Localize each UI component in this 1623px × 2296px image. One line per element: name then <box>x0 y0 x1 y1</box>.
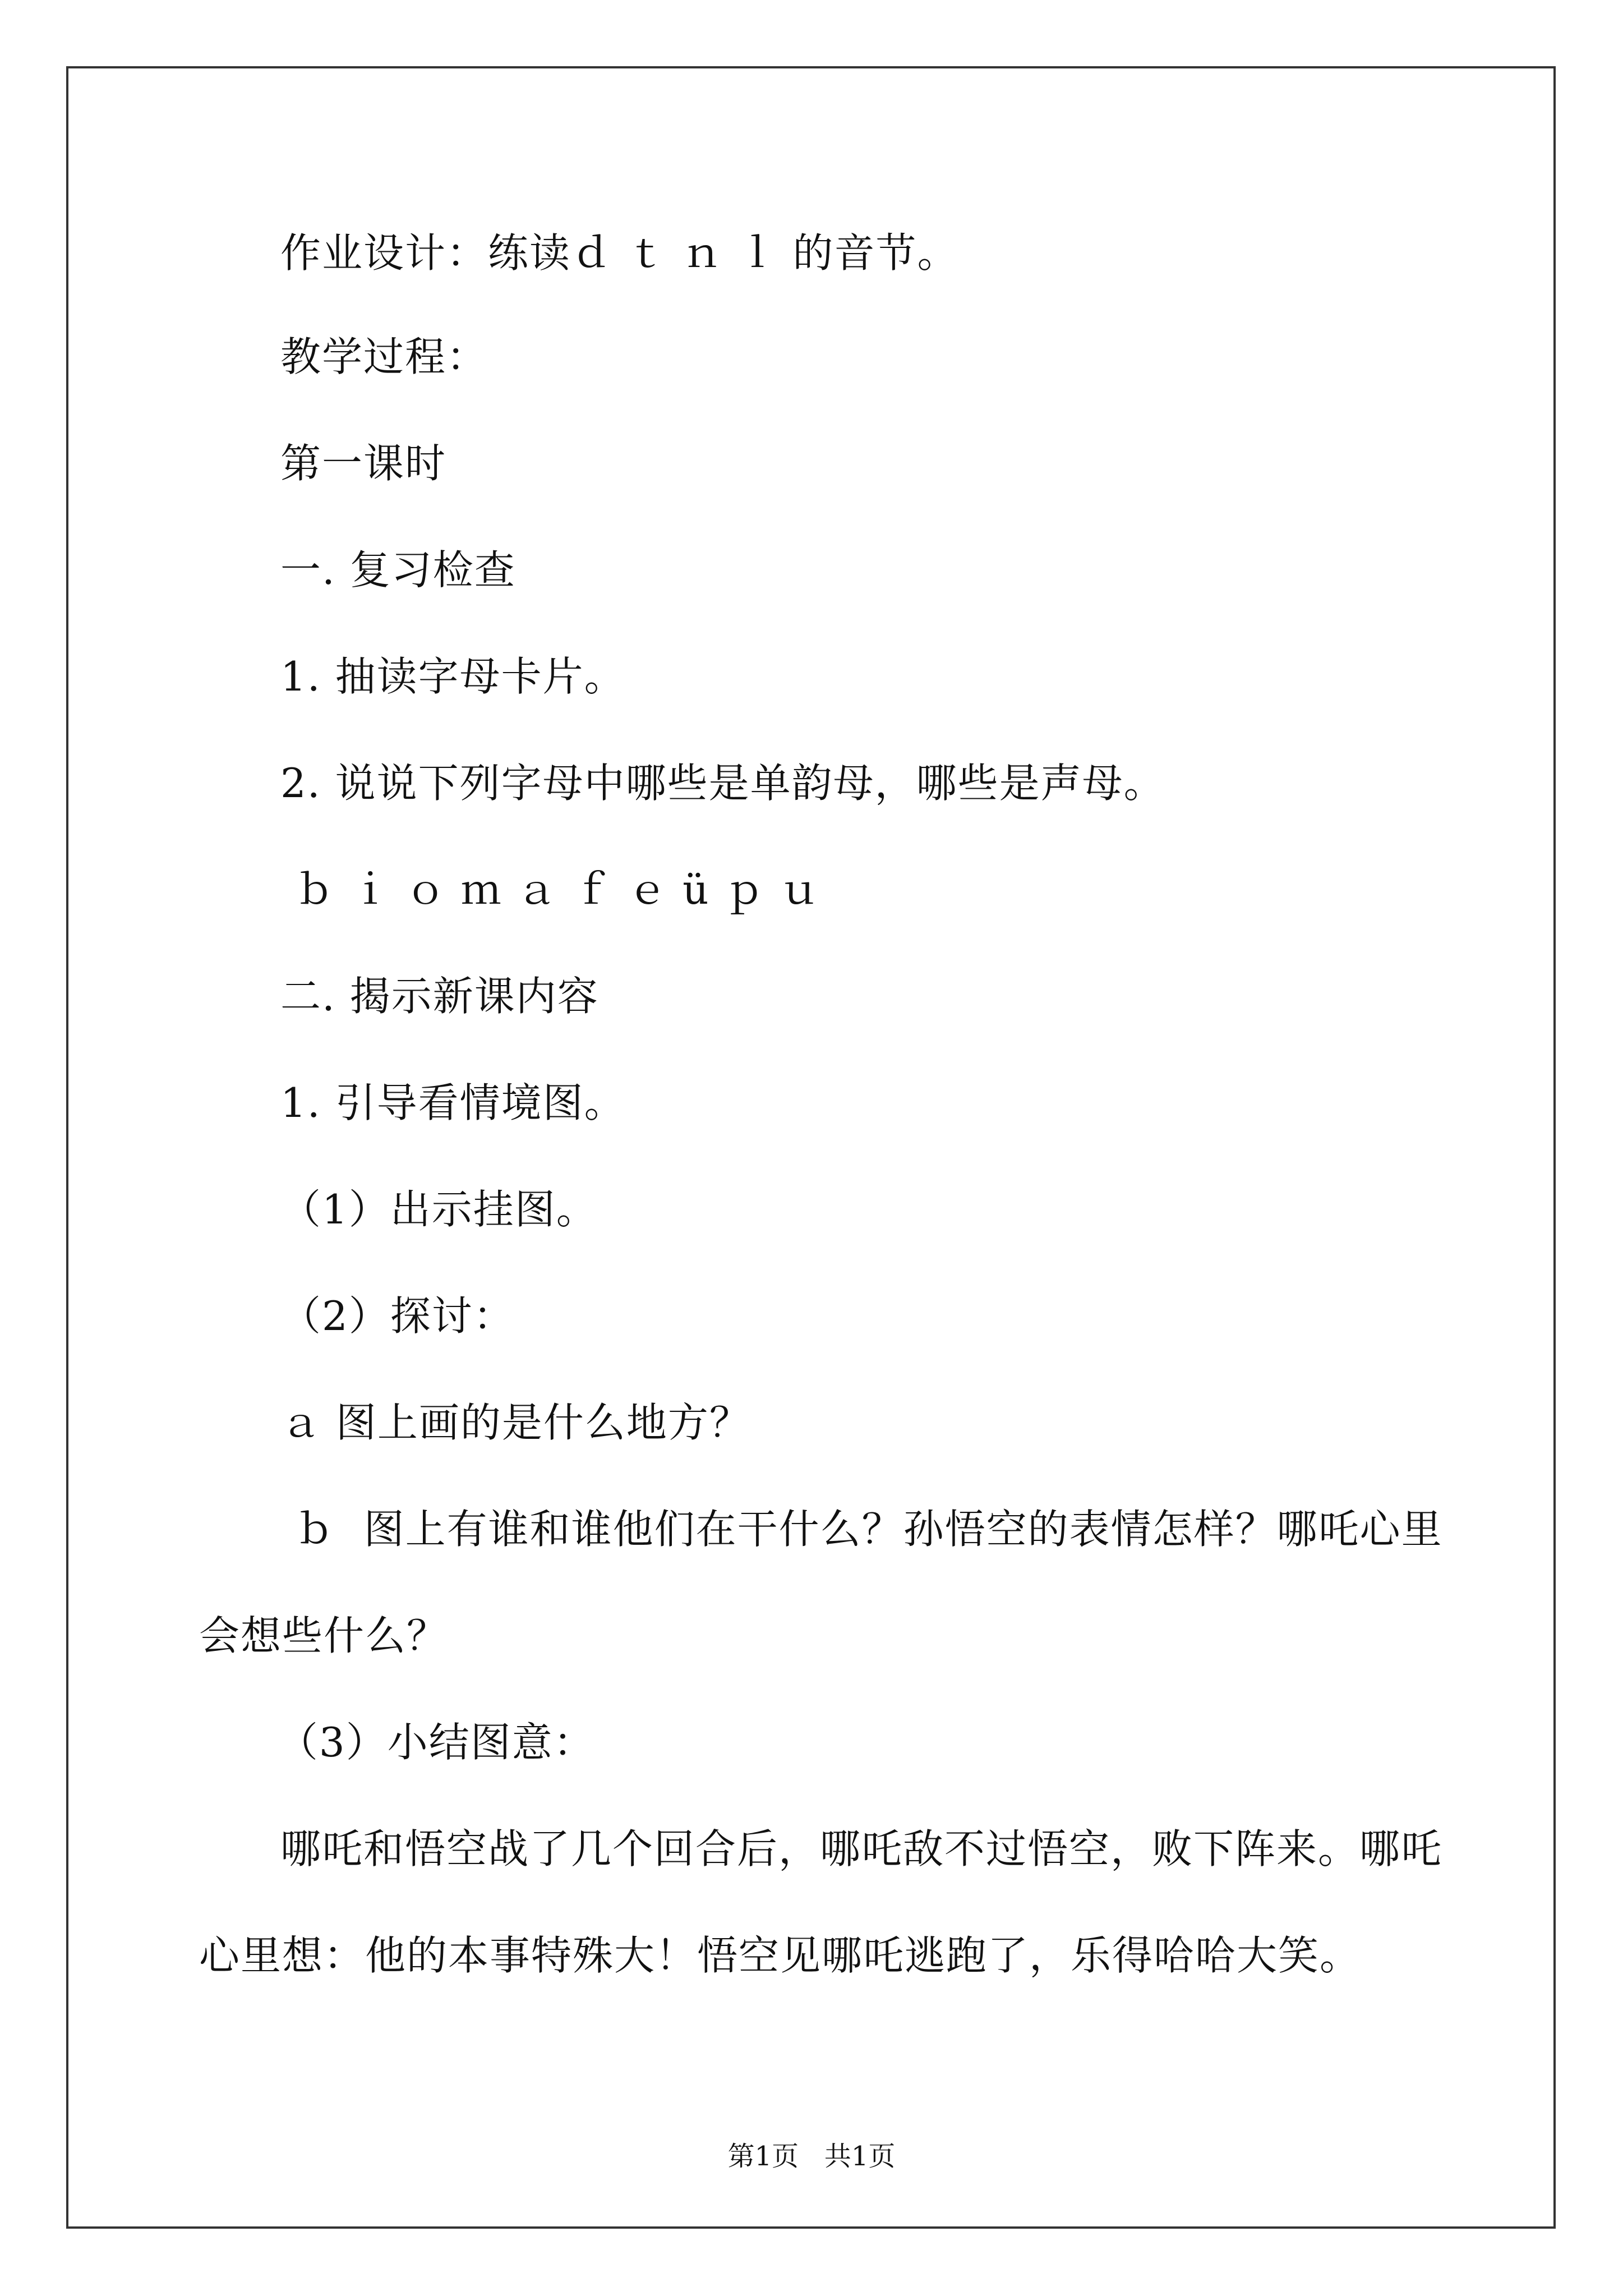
letter-list: ｂ ｉ ｏ ｍ ａ ｆ ｅ ü ｐ ｕ <box>280 866 821 913</box>
sub-step-two: （2）探讨： <box>280 1292 515 1340</box>
section-two-heading: 二. 揭示新课内容 <box>280 973 599 1020</box>
process-heading: 教学过程： <box>280 333 488 380</box>
homework-line: 作业设计：练读ｄ ｔ ｎ ｌ 的音节。 <box>280 229 959 277</box>
question-b: ｂ 图上有谁和谁他们在干什么？孙悟空的表情怎样？哪吒心里 <box>280 1506 1443 1553</box>
step-one: 1. 抽读字母卡片。 <box>280 653 626 700</box>
page-footer: 第1页 共1页 <box>727 2141 896 2172</box>
summary-line-one: 哪吒和悟空战了几个回合后，哪吒敌不过悟空，败下阵来。哪吒 <box>280 1825 1443 1872</box>
question-a: ａ 图上画的是什么地方？ <box>280 1399 751 1446</box>
sub-step-one: （1）出示挂图。 <box>280 1186 598 1233</box>
lesson-heading: 第一课时 <box>280 440 447 487</box>
summary-line-two: 心里想：他的本事特殊大！悟空见哪吒逃跑了，乐得哈哈大笑。 <box>199 1932 1362 1979</box>
step-two: 2. 说说下列字母中哪些是单韵母，哪些是声母。 <box>280 760 1165 807</box>
question-b-continued: 会想些什么？ <box>199 1612 449 1659</box>
page-border <box>66 66 1556 2229</box>
section-one-heading: 一. 复习检查 <box>280 546 516 593</box>
sub-step-three: （3）小结图意： <box>264 1719 595 1766</box>
guide-step: 1. 引导看情境图。 <box>280 1079 626 1126</box>
